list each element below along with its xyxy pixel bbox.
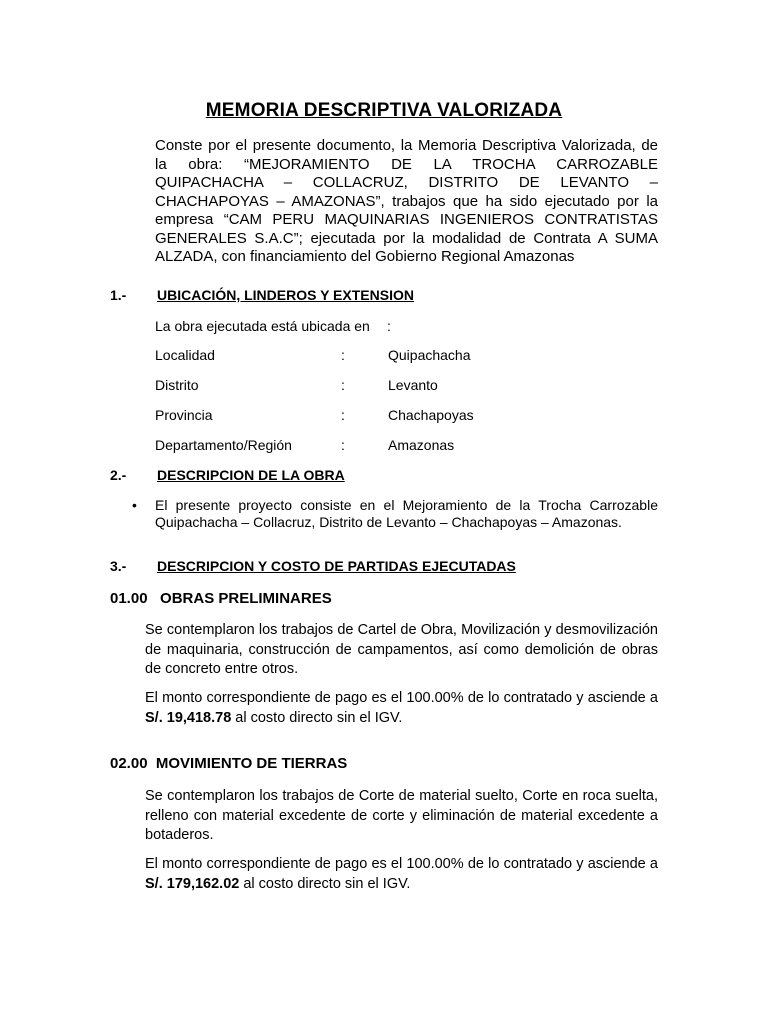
item-02-amount-prefix: El monto correspondiente de pago es el 100.00% de lo contratado y asciende a <box>145 856 658 872</box>
item-01-amount-prefix: El monto correspondiente de pago es el 100.00% de lo contratado y asciende a <box>145 690 658 706</box>
section-3-number: 3.- <box>110 558 127 574</box>
row-distrito-value: Levanto <box>388 377 438 393</box>
location-lead-colon: : <box>387 318 391 334</box>
row-distrito-colon: : <box>341 377 345 393</box>
row-departamento-colon: : <box>341 437 345 453</box>
item-02-heading: 02.00 MOVIMIENTO DE TIERRAS <box>110 755 348 772</box>
item-02-amount-suffix: al costo directo sin el IGV. <box>243 875 411 892</box>
row-departamento-value: Amazonas <box>388 437 455 453</box>
item-01-amount-suffix: al costo directo sin el IGV. <box>235 709 403 726</box>
row-provincia-colon: : <box>341 407 345 423</box>
document-title: MEMORIA DESCRIPTIVA VALORIZADA <box>205 100 563 121</box>
row-localidad-value: Quipachacha <box>388 347 471 363</box>
item-01-heading: 01.00 OBRAS PRELIMINARES <box>110 590 332 607</box>
section-2-number: 2.- <box>110 467 127 483</box>
item-01-description: Se contemplaron los trabajos de Cartel de Obra, Movilización y desmovilización de maquinaria, construcción de campamentos, así como demolición de obras de concreto entre otros. <box>145 622 658 677</box>
item-01-amount-paragraph <box>145 689 658 728</box>
section-1-title: UBICACIÓN, LINDEROS Y EXTENSION <box>157 287 414 303</box>
row-departamento-label: Departamento/Región <box>155 437 292 453</box>
row-localidad-colon: : <box>341 347 345 363</box>
item-02-amount-paragraph <box>145 855 658 894</box>
bullet-icon: • <box>132 497 137 513</box>
row-provincia-label: Provincia <box>155 407 213 423</box>
section-3-title: DESCRIPCION Y COSTO DE PARTIDAS EJECUTADAS <box>157 558 516 574</box>
row-provincia-value: Chachapoyas <box>388 407 474 423</box>
row-localidad-label: Localidad <box>155 347 215 363</box>
intro-paragraph: Conste por el presente documento, la Memoria Descriptiva Valorizada, de la obra: “MEJORAMIENTO DE LA TROCHA CARROZABLE QUIPACHACHA – COLLACRUZ, DISTRITO DE LEVANTO – CHACHAPOYAS – AMAZONAS”, trabajos que ha sido ejecutado por la empresa “CAM PERU MAQUINARIAS INGENIEROS CONTRATISTAS GENERALES S.A.C”; ejecutada por la modalidad de Contrata A SUMA ALZADA, con financiamiento del Gobierno Regional Amazonas <box>155 137 658 265</box>
item-02-amount: S/. 179,162.02 <box>145 875 240 892</box>
row-distrito-label: Distrito <box>155 377 199 393</box>
location-lead: La obra ejecutada está ubicada en <box>155 318 370 334</box>
item-01-amount: S/. 19,418.78 <box>145 709 232 726</box>
section-1-number: 1.- <box>110 287 127 303</box>
section-2-title: DESCRIPCION DE LA OBRA <box>157 467 345 483</box>
project-description: El presente proyecto consiste en el Mejoramiento de la Trocha Carrozable Quipachacha – Collacruz, Distrito de Levanto – Chachapoyas – Amazonas. <box>155 497 658 530</box>
item-02-description: Se contemplaron los trabajos de Corte de material suelto, Corte en roca suelta, relleno con material excedente de corte y eliminación de material excedente a botaderos. <box>145 788 658 843</box>
